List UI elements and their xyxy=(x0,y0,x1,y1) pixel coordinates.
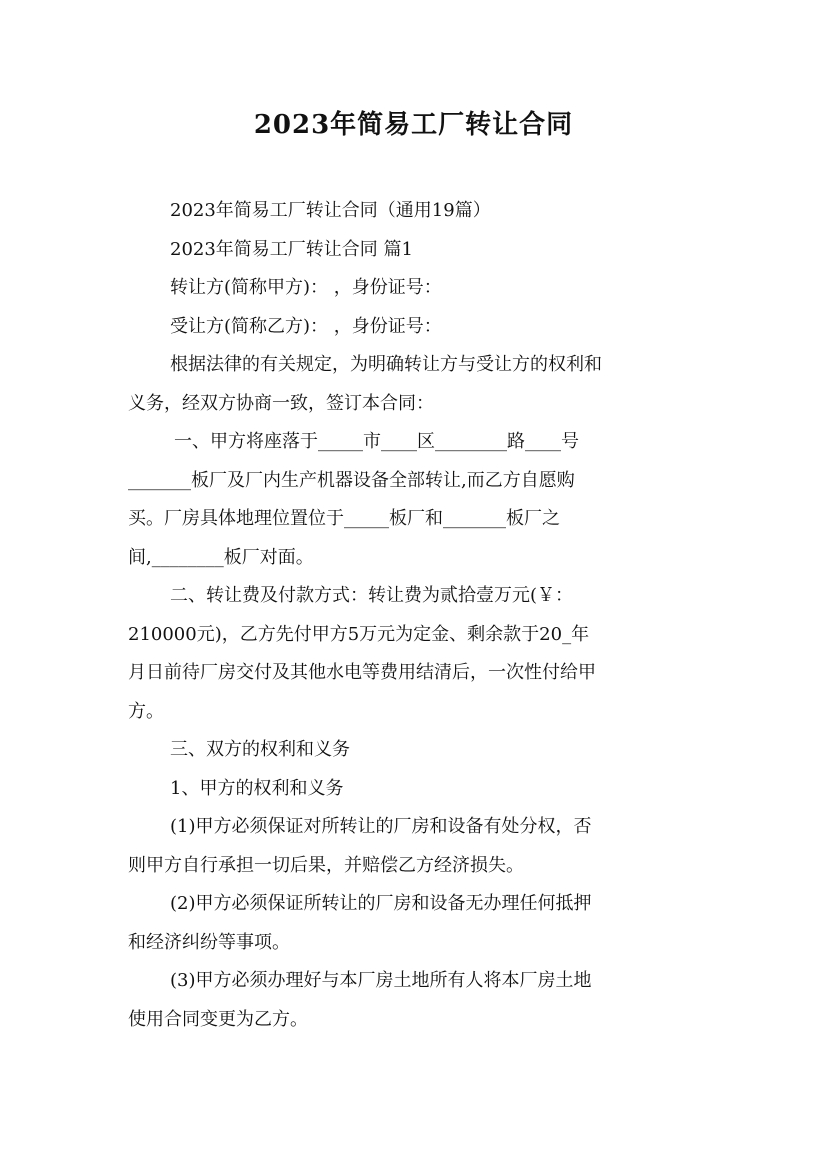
clause-one-line: 一、甲方将座落于_____市____区________路____号 xyxy=(174,431,579,452)
paragraph-line: 210000元)，乙方先付甲方5万元为定金、剩余款于20_年 xyxy=(128,623,590,645)
section-heading: 2023年简易工厂转让合同 篇1 xyxy=(170,238,413,260)
document-title: 2023年简易工厂转让合同 xyxy=(253,110,574,140)
subtitle-line: 2023年简易工厂转让合同（通用19篇） xyxy=(170,200,491,221)
paragraph-line: 和经济纠纷等事项。 xyxy=(128,931,290,953)
item-line: (2)甲方必须保证所转让的厂房和设备无办理任何抵押 xyxy=(170,893,592,914)
paragraph-line: _______板厂及厂内生产机器设备全部转让,而乙方自愿购 xyxy=(128,469,575,491)
item-line: (3)甲方必须办理好与本厂房土地所有人将本厂房土地 xyxy=(170,970,592,991)
clause-three-heading: 三、双方的权利和义务 xyxy=(170,739,350,760)
paragraph-line: 方。 xyxy=(128,700,164,722)
subsection-heading: 1、甲方的权利和义务 xyxy=(170,777,344,799)
paragraph-line: 则甲方自行承担一切后果，并赔偿乙方经济损失。 xyxy=(128,854,524,876)
document-body xyxy=(128,192,700,1039)
paragraph-line: 买。厂房具体地理位置位于_____板厂和_______板厂之 xyxy=(128,508,560,529)
paragraph-line: 使用合同变更为乙方。 xyxy=(128,1008,308,1030)
item-line: (1)甲方必须保证对所转让的厂房和设备有处分权，否 xyxy=(170,816,592,837)
clause-two-line: 二、转让费及付款方式：转让费为贰拾壹万元(￥： xyxy=(170,585,574,606)
paragraph-line: 间,________板厂对面。 xyxy=(128,546,314,568)
paragraph-line: 义务，经双方协商一致，签订本合同： xyxy=(128,392,434,414)
paragraph-line: 根据法律的有关规定，为明确转让方与受让方的权利和 xyxy=(170,354,602,375)
paragraph-line: 月日前待厂房交付及其他水电等费用结清后，一次性付给甲 xyxy=(128,662,596,683)
transferor-line: 转让方(简称甲方)： ，身份证号： xyxy=(170,277,442,298)
transferee-line: 受让方(简称乙方)： ，身份证号： xyxy=(170,315,442,337)
